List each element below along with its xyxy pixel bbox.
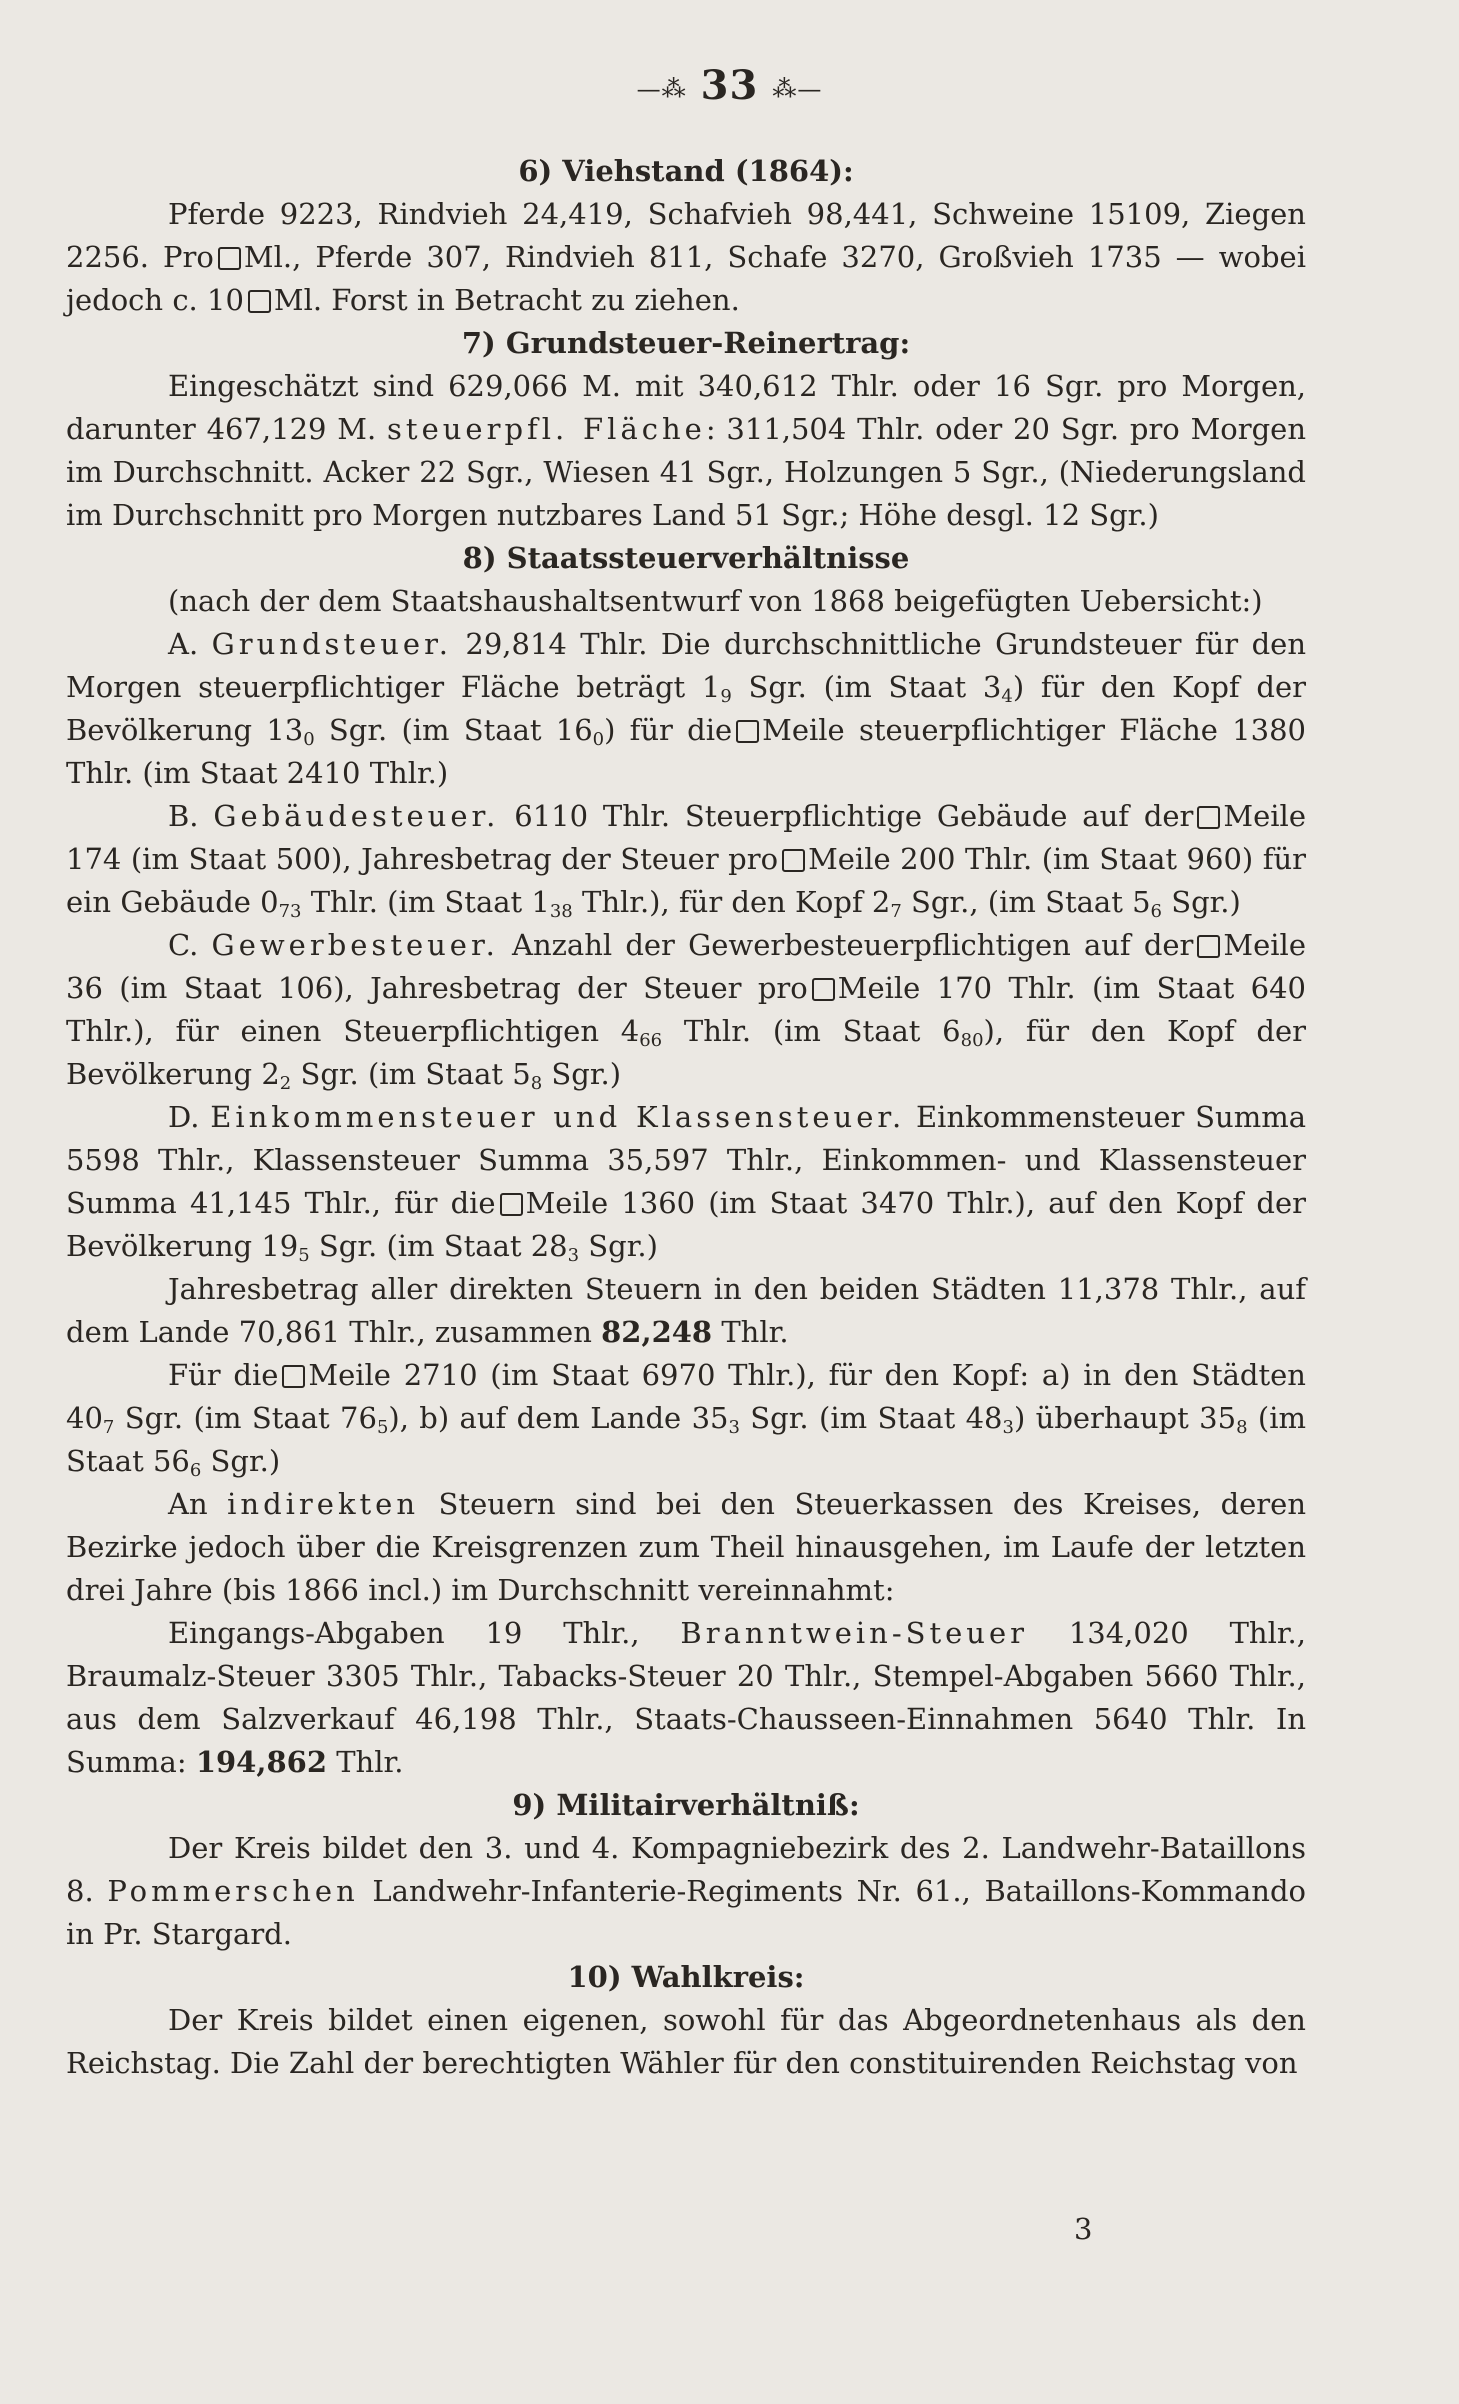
section-heading-6: 6) Viehstand (1864): [518,154,854,188]
body-text [66,150,1306,2085]
square-mile-icon [736,720,759,743]
paragraph-intro: (nach der dem Staatshaushaltsentwurf von 1868 beigefügten Uebersicht:) [168,584,1263,618]
square-mile-icon [1197,935,1220,958]
paragraph-military: Der Kreis bildet den 3. und 4. Kompagniebezirk des 2. Landwehr-Bataillons 8. Pommerschen Landwehr-Infanterie-Regiments Nr. 61., Bataillons-Kommando in Pr. Stargard. [66,1831,1307,1951]
paragraph-A: A. Grundsteuer. 29,814 Thlr. Die durchschnittliche Grundsteuer für den Morgen steuerpflichtiger Fläche beträgt $1_9$ Sgr. (im Staat $3_4$) für den Kopf der Bevölkerung $13_0$ Sgr. (im Staat $16_0$) für die Meile steuerpflichtiger Fläche 1380 Thlr. (im Staat 2410 Thlr.) [66,627,1306,790]
ornament-left: —⁂ [636,75,687,103]
page-number: 33 [700,62,759,109]
square-mile-icon [812,978,835,1001]
paragraph-per-mile: Für die Meile 2710 (im Staat 6970 Thlr.), für den Kopf: a) in den Städten $40_7$ Sgr. (im Staat $76_5$), b) auf dem Lande $35_3$ Sgr. (im Staat $48_3$) überhaupt $35_8$ (im Staat $56_6$ Sgr.) [66,1358,1306,1481]
square-mile-icon [282,1365,305,1388]
paragraph-livestock: Pferde 9223, Rindvieh 24,419, Schafvieh 98,441, Schweine 15109, Ziegen 2256. Pro Ml., Pferde 307, Rindvieh 811, Schafe 3270, Großvieh 1735 — wobei jedoch c. 10 Ml. Forst in Betracht zu ziehen. [66,197,1306,317]
paragraph-indirect: An indirekten Steuern sind bei den Steuerkassen des Kreises, deren Bezirke jedoch über die Kreisgrenzen zum Theil hinausgehen, im Laufe der letzten drei Jahre (bis 1866 incl.) im Durchschnitt vereinnahmt: [66,1487,1307,1607]
paragraph-annual-total: Jahresbetrag aller direkten Steuern in den beiden Städten 11,378 Thlr., auf dem Lande 70,861 Thlr., zusammen 82,248 Thlr. [66,1272,1306,1349]
paragraph-electoral: Der Kreis bildet einen eigenen, sowohl für das Abgeordnetenhaus als den Reichstag. Die Zahl der berechtigten Wähler für den constituirenden Reichstag von [66,2003,1306,2080]
page-header [0,62,1459,109]
section-heading-8: 8) Staatssteuerverhältnisse [462,541,910,575]
section-heading-10: 10) Wahlkreis: [567,1960,805,1994]
paragraph-B: B. Gebäudesteuer. 6110 Thlr. Steuerpflichtige Gebäude auf der Meile 174 (im Staat 500), Jahresbetrag der Steuer pro Meile 200 Thlr. (im Staat 960) für ein Gebäude $0_{73}$ Thlr. (im Staat $1_{38}$ Thlr.), für den Kopf $2_7$ Sgr., (im Staat $5_6$ Sgr.) [66,799,1307,922]
square-mile-icon [500,1193,523,1216]
section-heading-9: 9) Militairverhältniß: [512,1788,860,1822]
section-heading-7: 7) Grundsteuer-Reinertrag: [461,326,911,360]
paragraph-indirect-list: Eingangs-Abgaben 19 Thlr., Branntwein-Steuer 134,020 Thlr., Braumalz-Steuer 3305 Thlr., Tabacks-Steuer 20 Thlr., Stempel-Abgaben 5660 Thlr., aus dem Salzverkauf 46,198 Thlr., Staats-Chausseen-Einnahmen 5640 Thlr. In Summa: 194,862 Thlr. [66,1616,1306,1779]
paragraph-land-tax: Eingeschätzt sind 629,066 M. mit 340,612 Thlr. oder 16 Sgr. pro Morgen, darunter 467,129 M. steuerpfl. Fläche: 311,504 Thlr. oder 20 Sgr. pro Morgen im Durchschnitt. Acker 22 Sgr., Wiesen 41 Sgr., Holzungen 5 Sgr., (Niederungsland im Durchschnitt pro Morgen nutzbares Land 51 Sgr.; Höhe desgl. 12 Sgr.) [66,369,1306,532]
square-mile-icon [218,247,241,270]
square-mile-icon [1197,806,1220,829]
square-mile-icon [782,849,805,872]
paragraph-D: D. Einkommensteuer und Klassensteuer. Einkommensteuer Summa 5598 Thlr., Klassensteuer Summa 35,597 Thlr., Einkommen- und Klassensteuer Summa 41,145 Thlr., für die Meile 1360 (im Staat 3470 Thlr.), auf den Kopf der Bevölkerung $19_5$ Sgr. (im Staat $28_3$ Sgr.) [66,1100,1307,1266]
paragraph-C: C. Gewerbesteuer. Anzahl der Gewerbesteuerpflichtigen auf der Meile 36 (im Staat 106), Jahresbetrag der Steuer pro Meile 170 Thlr. (im Staat 640 Thlr.), für einen Steuerpflichtigen $4_{66}$ Thlr. (im Staat $6_{80}$), für den Kopf der Bevölkerung $2_2$ Sgr. (im Staat $5_8$ Sgr.) [66,928,1306,1094]
signature-mark: 3 [1074,2212,1093,2246]
ornament-right: ⁂— [772,75,823,103]
square-mile-icon [248,290,271,313]
